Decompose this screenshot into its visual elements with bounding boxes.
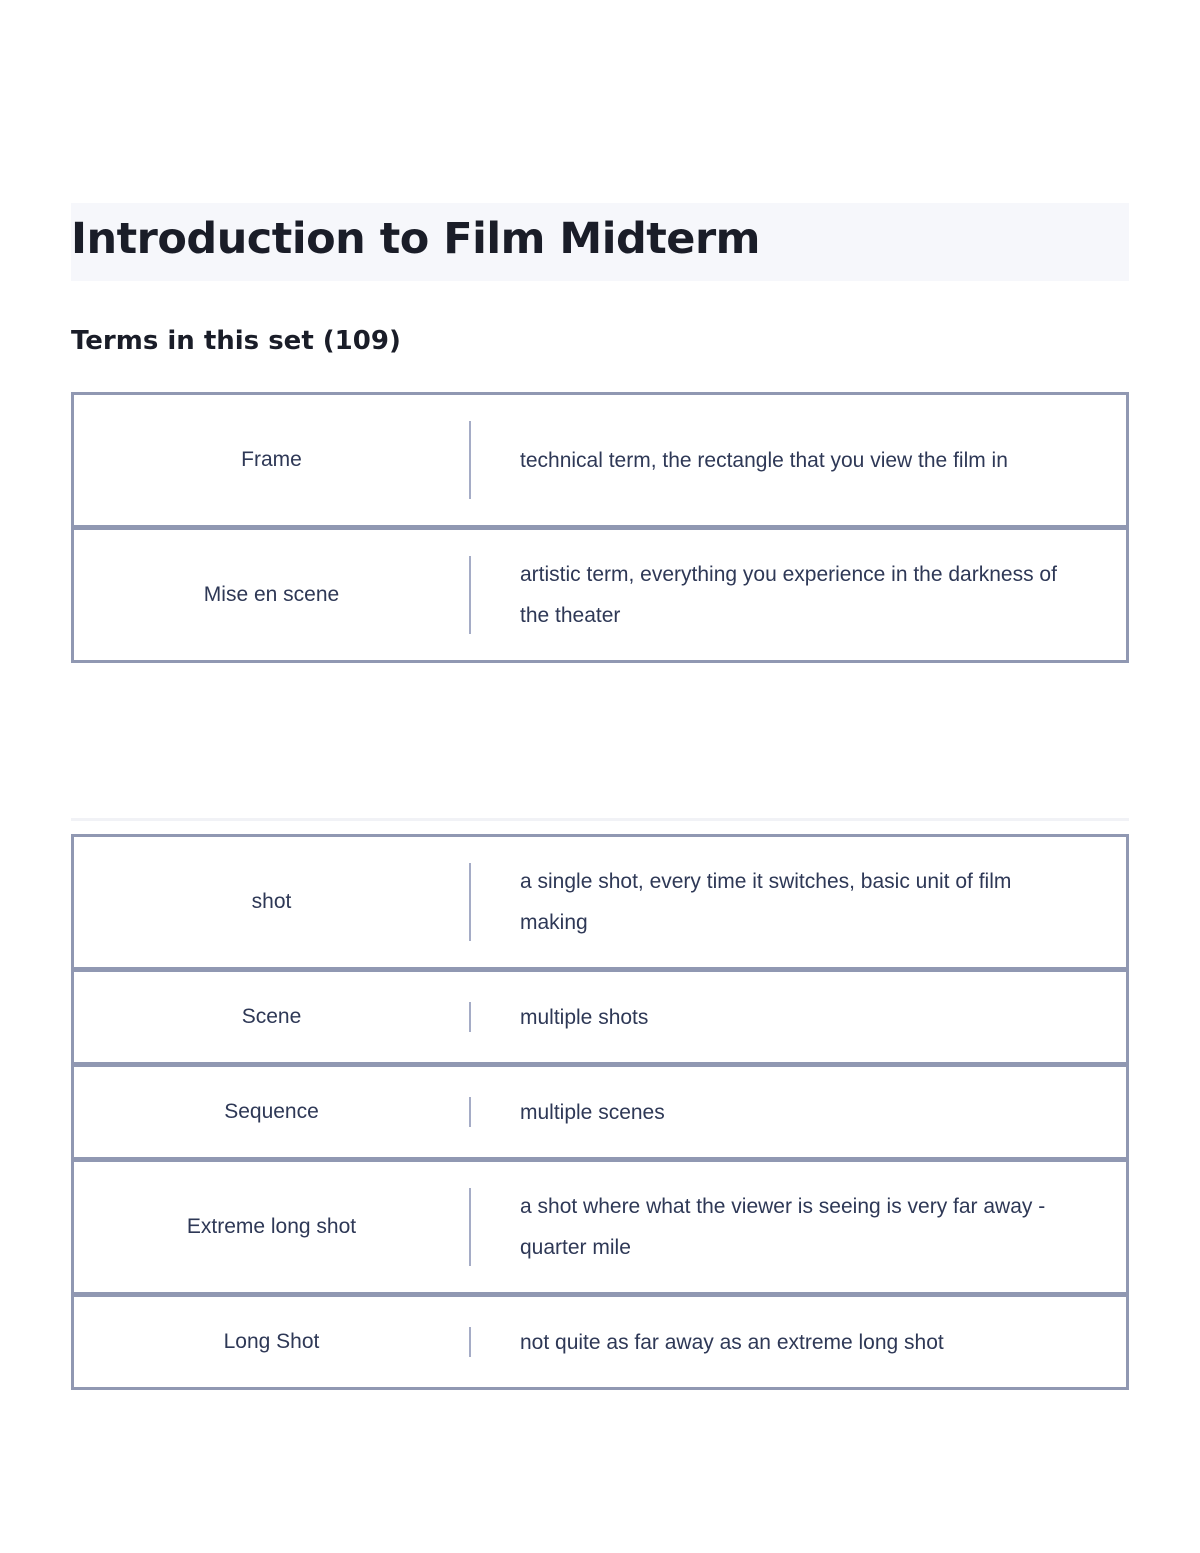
terms-table-1: [71, 392, 1129, 663]
definition-text: technical term, the rectangle that you view the film in: [520, 448, 1008, 472]
row-divider: [469, 421, 471, 499]
term-row-shot[interactable]: [71, 834, 1129, 970]
row-divider: [469, 1097, 471, 1127]
term-text: Frame: [241, 448, 302, 471]
row-divider: [469, 556, 471, 634]
term-text: Mise en scene: [203, 583, 340, 606]
row-divider: [469, 863, 471, 941]
term-text: shot: [251, 890, 292, 913]
row-divider: [469, 1002, 471, 1032]
page-title: Introduction to Film Midterm: [71, 214, 760, 264]
definition-text: a single shot, every time it switches, basic unit of film making: [520, 870, 1012, 934]
definition-text: not quite as far away as an extreme long shot: [520, 1330, 944, 1354]
term-text: Sequence: [224, 1100, 319, 1123]
term-row-sequence[interactable]: [71, 1064, 1129, 1160]
definition-text: a shot where what the viewer is seeing is very far away - quarter mile: [520, 1195, 1046, 1259]
term-text: Extreme long shot: [186, 1215, 357, 1238]
terms-count-heading: Terms in this set (109): [71, 326, 401, 356]
terms-table-2: [71, 834, 1129, 1390]
definition-text: artistic term, everything you experience in the darkness of the theater: [520, 563, 1057, 627]
term-row-long-shot[interactable]: [71, 1294, 1129, 1390]
term-row-scene[interactable]: [71, 969, 1129, 1065]
section-separator: [71, 818, 1129, 821]
term-row-frame[interactable]: [71, 392, 1129, 528]
term-row-mise-en-scene[interactable]: [71, 527, 1129, 663]
row-divider: [469, 1327, 471, 1357]
definition-text: multiple scenes: [520, 1100, 665, 1124]
term-text: Long Shot: [223, 1330, 320, 1353]
definition-text: multiple shots: [520, 1005, 649, 1029]
term-row-extreme-long-shot[interactable]: [71, 1159, 1129, 1295]
term-text: Scene: [241, 1005, 302, 1028]
row-divider: [469, 1188, 471, 1266]
